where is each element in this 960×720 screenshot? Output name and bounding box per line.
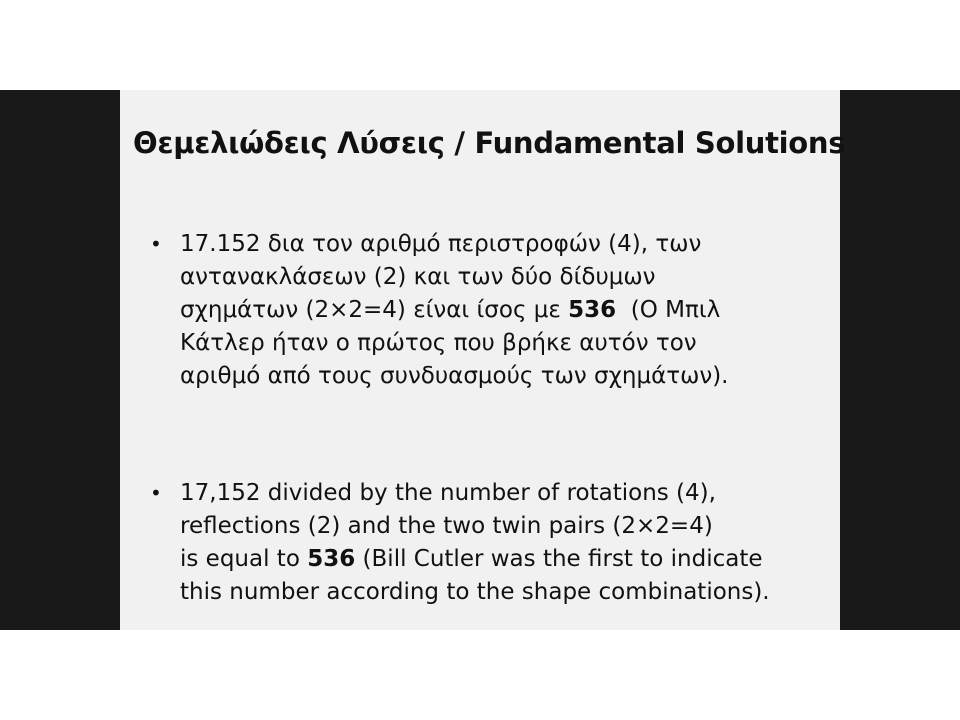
letterbox-right — [840, 90, 960, 630]
bullet-line: αριθμό από τους συνδυασμούς των σχημάτων). — [180, 363, 729, 389]
slide — [120, 90, 846, 630]
bullet-line: Κάτλερ ήταν ο πρώτος που βρήκε αυτόν τον — [180, 330, 697, 356]
bullet-text — [180, 477, 820, 609]
bullet-marker: • — [150, 232, 162, 256]
solution-count: 536 — [568, 297, 617, 323]
bullet-marker: • — [150, 481, 162, 505]
line-text: σχημάτων (2×2=4) είναι ίσος με — [180, 297, 569, 323]
bullet-line: αντανακλάσεων (2) και των δύο δίδυμων — [180, 264, 656, 290]
bullet-line: 17.152 δια τον αριθμό περιστροφών (4), των — [180, 231, 702, 257]
letterbox-left — [0, 90, 120, 630]
bullet-line: this number according to the shape combinations). — [180, 579, 770, 605]
line-text: (Bill Cutler was the first to indicate — [355, 546, 763, 572]
line-text: (Ο Μπιλ — [616, 297, 721, 323]
bullet-line — [180, 294, 820, 327]
bullet-line: 17,152 divided by the number of rotations (4), — [180, 480, 716, 506]
slide-title: Θεμελιώδεις Λύσεις / Fundamental Solutions — [133, 126, 846, 160]
bullet-text — [180, 228, 820, 393]
bullet-line — [180, 543, 820, 576]
bullet-line: reflections (2) and the two twin pairs (2×2=4) — [180, 513, 713, 539]
line-text: is equal to — [180, 546, 308, 572]
solution-count: 536 — [307, 546, 356, 572]
